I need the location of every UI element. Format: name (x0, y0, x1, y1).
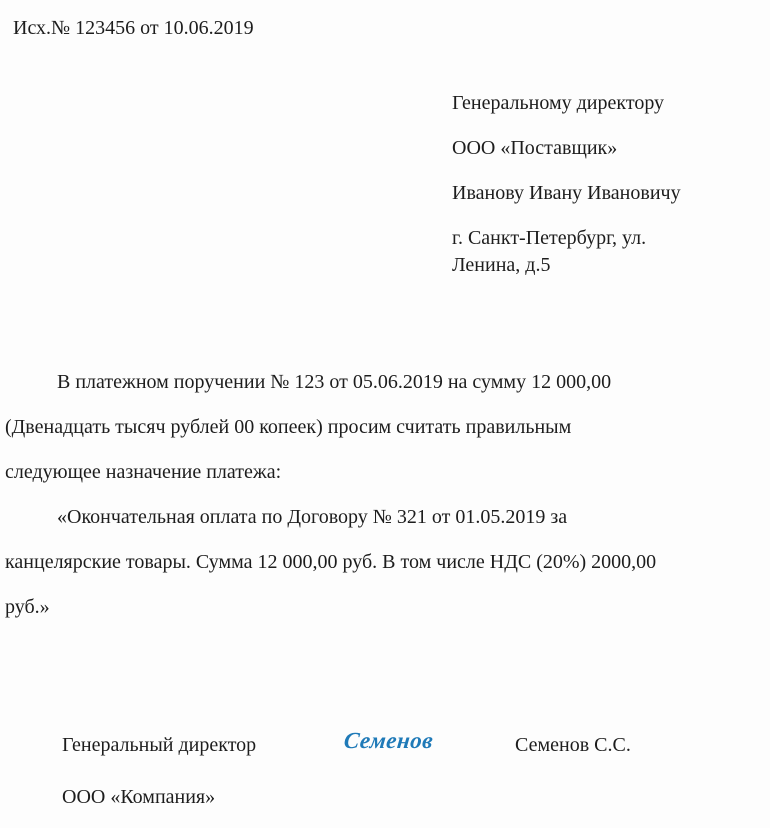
company-name: ООО «Компания» (62, 786, 216, 808)
signer-name: Семенов С.С. (515, 734, 631, 756)
body-line: (Двенадцать тысяч рублей 00 копеек) просим считать правильным (5, 416, 572, 438)
handwritten-signature: Семенов (342, 728, 435, 753)
outgoing-ref-line: Исх.№ 123456 от 10.06.2019 (13, 17, 254, 39)
recipient-position: Генеральному директору (452, 92, 665, 114)
signer-position: Генеральный директор (62, 734, 257, 756)
body-line: В платежном поручении № 123 от 05.06.2019 на сумму 12 000,00 (57, 371, 612, 393)
letter-body (5, 360, 765, 630)
recipient-address-line1: г. Санкт-Петербург, ул. (452, 227, 647, 249)
body-line: руб.» (5, 596, 50, 618)
recipient-address-line2: Ленина, д.5 (452, 254, 551, 276)
recipient-company: ООО «Поставщик» (452, 137, 618, 159)
body-line: канцелярские товары. Сумма 12 000,00 руб. В том числе НДС (20%) 2000,00 (5, 551, 657, 573)
body-line: следующее назначение платежа: (5, 461, 282, 483)
body-line: «Окончательная оплата по Договору № 321 от 01.05.2019 за (57, 506, 568, 528)
recipient-block (452, 90, 757, 279)
paragraph-payment-purpose (5, 495, 765, 630)
recipient-name: Иванову Ивану Ивановичу (452, 182, 681, 204)
paragraph-payment-order (5, 360, 765, 495)
